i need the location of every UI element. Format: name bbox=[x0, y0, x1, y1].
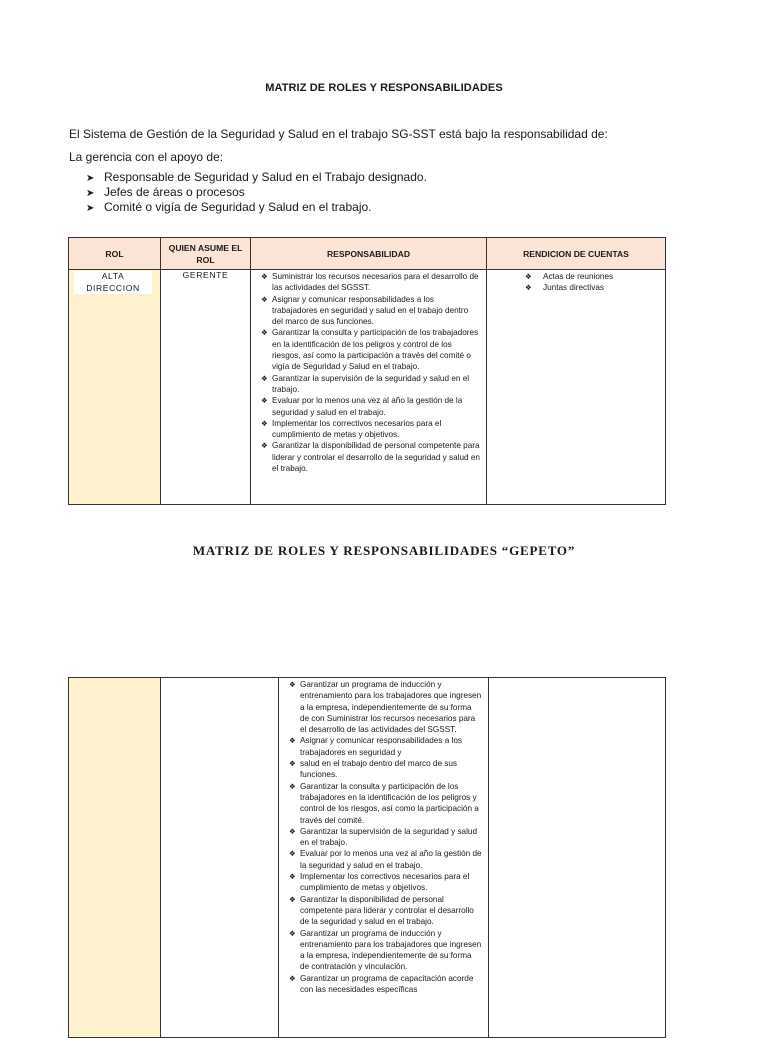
quien-cell bbox=[161, 678, 279, 1038]
list-item: ❖ Suministrar los recursos necesarios para el desarrollo de las actividades del SGSST. bbox=[261, 272, 479, 293]
rol-value: ALTA DIRECCION bbox=[74, 271, 152, 294]
list-item: ❖ Garantizar la supervisión de la seguridad y salud en el trabajo. bbox=[261, 373, 470, 394]
diamond-bullet-icon: ❖ bbox=[289, 928, 296, 938]
list-item: ❖ Garantizar la disponibilidad de personal competente para liderar y controlar el desarrollo de la seguridad y salud en el trabajo. bbox=[289, 894, 474, 927]
table-row bbox=[69, 270, 666, 505]
arrow-bullet-icon: ➤ bbox=[86, 188, 95, 199]
section-title-gepeto: MATRIZ DE ROLES Y RESPONSABILIDADES “GEPETO” bbox=[192, 543, 576, 558]
diamond-bullet-icon: ❖ bbox=[261, 272, 268, 281]
header-rendicion: RENDICION DE CUENTAS bbox=[487, 238, 666, 270]
document-title: MATRIZ DE ROLES Y RESPONSABILIDADES bbox=[265, 82, 503, 94]
list-item: ➤ Responsable de Seguridad y Salud en el Trabajo designado. bbox=[86, 170, 427, 184]
list-item: ➤ Jefes de áreas o procesos bbox=[86, 185, 245, 199]
list-item: ❖ Garantizar un programa de capacitación acorde con las necesidades específicas bbox=[289, 973, 474, 995]
list-item: ❖ Juntas directivas bbox=[525, 283, 604, 293]
list-item: ❖ Asignar y comunicar responsabilidades a los trabajadores en seguridad y bbox=[289, 736, 463, 757]
gepeto-matrix-table bbox=[68, 677, 666, 1038]
diamond-bullet-icon: ❖ bbox=[261, 328, 268, 338]
arrow-bullet-icon: ➤ bbox=[86, 203, 95, 214]
header-quien: QUIEN ASUME EL ROL bbox=[161, 238, 251, 270]
diamond-bullet-icon: ❖ bbox=[261, 294, 268, 304]
diamond-bullet-icon: ❖ bbox=[289, 872, 296, 882]
rendicion-cell bbox=[489, 678, 666, 1038]
list-item: ❖ Garantizar la supervisión de la seguridad y salud en el trabajo. bbox=[289, 826, 478, 848]
rendicion-cell bbox=[487, 270, 666, 505]
diamond-bullet-icon: ❖ bbox=[525, 272, 532, 281]
arrow-bullet-icon: ➤ bbox=[86, 173, 95, 184]
list-item: ❖ Evaluar por lo menos una vez al año la gestión de la seguridad y salud en el trabajo. bbox=[261, 396, 463, 417]
list-item: ➤ Comité o vigía de Seguridad y Salud en el trabajo. bbox=[86, 200, 372, 214]
support-list bbox=[86, 170, 427, 215]
diamond-bullet-icon: ❖ bbox=[289, 759, 296, 769]
diamond-bullet-icon: ❖ bbox=[261, 396, 268, 406]
diamond-bullet-icon: ❖ bbox=[289, 973, 296, 983]
list-item: ❖ Garantizar un programa de inducción y entrenamiento para los trabajadores que ingresen a la empresa, independientemente de su forma de con Suministrar los recursos necesarios para el desarrollo de las actividades del SGSST. bbox=[289, 680, 482, 735]
quien-cell: GERENTE bbox=[161, 270, 251, 505]
list-item: ❖ Garantizar la disponibilidad de personal competente para liderar y controlar el desarrollo de la seguridad y salud en el trabajo. bbox=[261, 441, 480, 474]
responsabilidad-cell bbox=[251, 270, 487, 505]
list-item: ❖ Implementar los correctivos necesarios para el cumplimiento de metas y objetivos. bbox=[289, 872, 470, 893]
diamond-bullet-icon: ❖ bbox=[289, 849, 296, 859]
rol-cell bbox=[69, 270, 161, 505]
list-item: ❖ Actas de reuniones bbox=[525, 272, 614, 281]
intro-paragraph: El Sistema de Gestión de la Seguridad y Salud en el trabajo SG-SST está bajo la responsabilidad de: bbox=[69, 127, 608, 141]
diamond-bullet-icon: ❖ bbox=[525, 283, 532, 293]
diamond-bullet-icon: ❖ bbox=[289, 826, 296, 836]
support-paragraph: La gerencia con el apoyo de: bbox=[69, 150, 224, 164]
diamond-bullet-icon: ❖ bbox=[261, 418, 268, 428]
list-item: ❖ Asignar y comunicar responsabilidades a los trabajadores en seguridad y salud en el trabajo dentro del marco de sus funciones. bbox=[261, 294, 469, 327]
rol-cell bbox=[69, 678, 161, 1038]
diamond-bullet-icon: ❖ bbox=[261, 373, 268, 383]
list-item: ❖ Implementar los correctivos necesarios para el cumplimiento de metas y objetivos. bbox=[261, 418, 442, 440]
diamond-bullet-icon: ❖ bbox=[261, 441, 268, 451]
list-item: ❖ Garantizar un programa de inducción y entrenamiento para los trabajadores que ingresen a la empresa, independientemente de su forma de contratación y vinculación. bbox=[289, 928, 482, 972]
roles-matrix-table bbox=[68, 237, 666, 505]
header-rol: ROL bbox=[69, 238, 161, 270]
diamond-bullet-icon: ❖ bbox=[289, 894, 296, 904]
list-item: ❖ Garantizar la consulta y participación de los trabajadores en la identificación de los peligros y control de los riesgos, así como la participación a través del comité o vigía de Seguridad y Salud en el trabajo. bbox=[261, 328, 479, 372]
diamond-bullet-icon: ❖ bbox=[289, 680, 296, 689]
list-item: ❖ salud en el trabajo dentro del marco de sus funciones. bbox=[289, 759, 458, 780]
diamond-bullet-icon: ❖ bbox=[289, 781, 296, 791]
list-item: ❖ Evaluar por lo menos una vez al año la gestión de la seguridad y salud en el trabajo. bbox=[289, 849, 482, 870]
diamond-bullet-icon: ❖ bbox=[289, 736, 296, 746]
table-row bbox=[69, 678, 666, 1038]
header-responsabilidad: RESPONSABILIDAD bbox=[251, 238, 487, 270]
responsabilidad-cell bbox=[279, 678, 489, 1038]
list-item: ❖ Garantizar la consulta y participación de los trabajadores en la identificación de los peligros y control de los riesgos, así como la participación a través del comité. bbox=[289, 781, 479, 825]
